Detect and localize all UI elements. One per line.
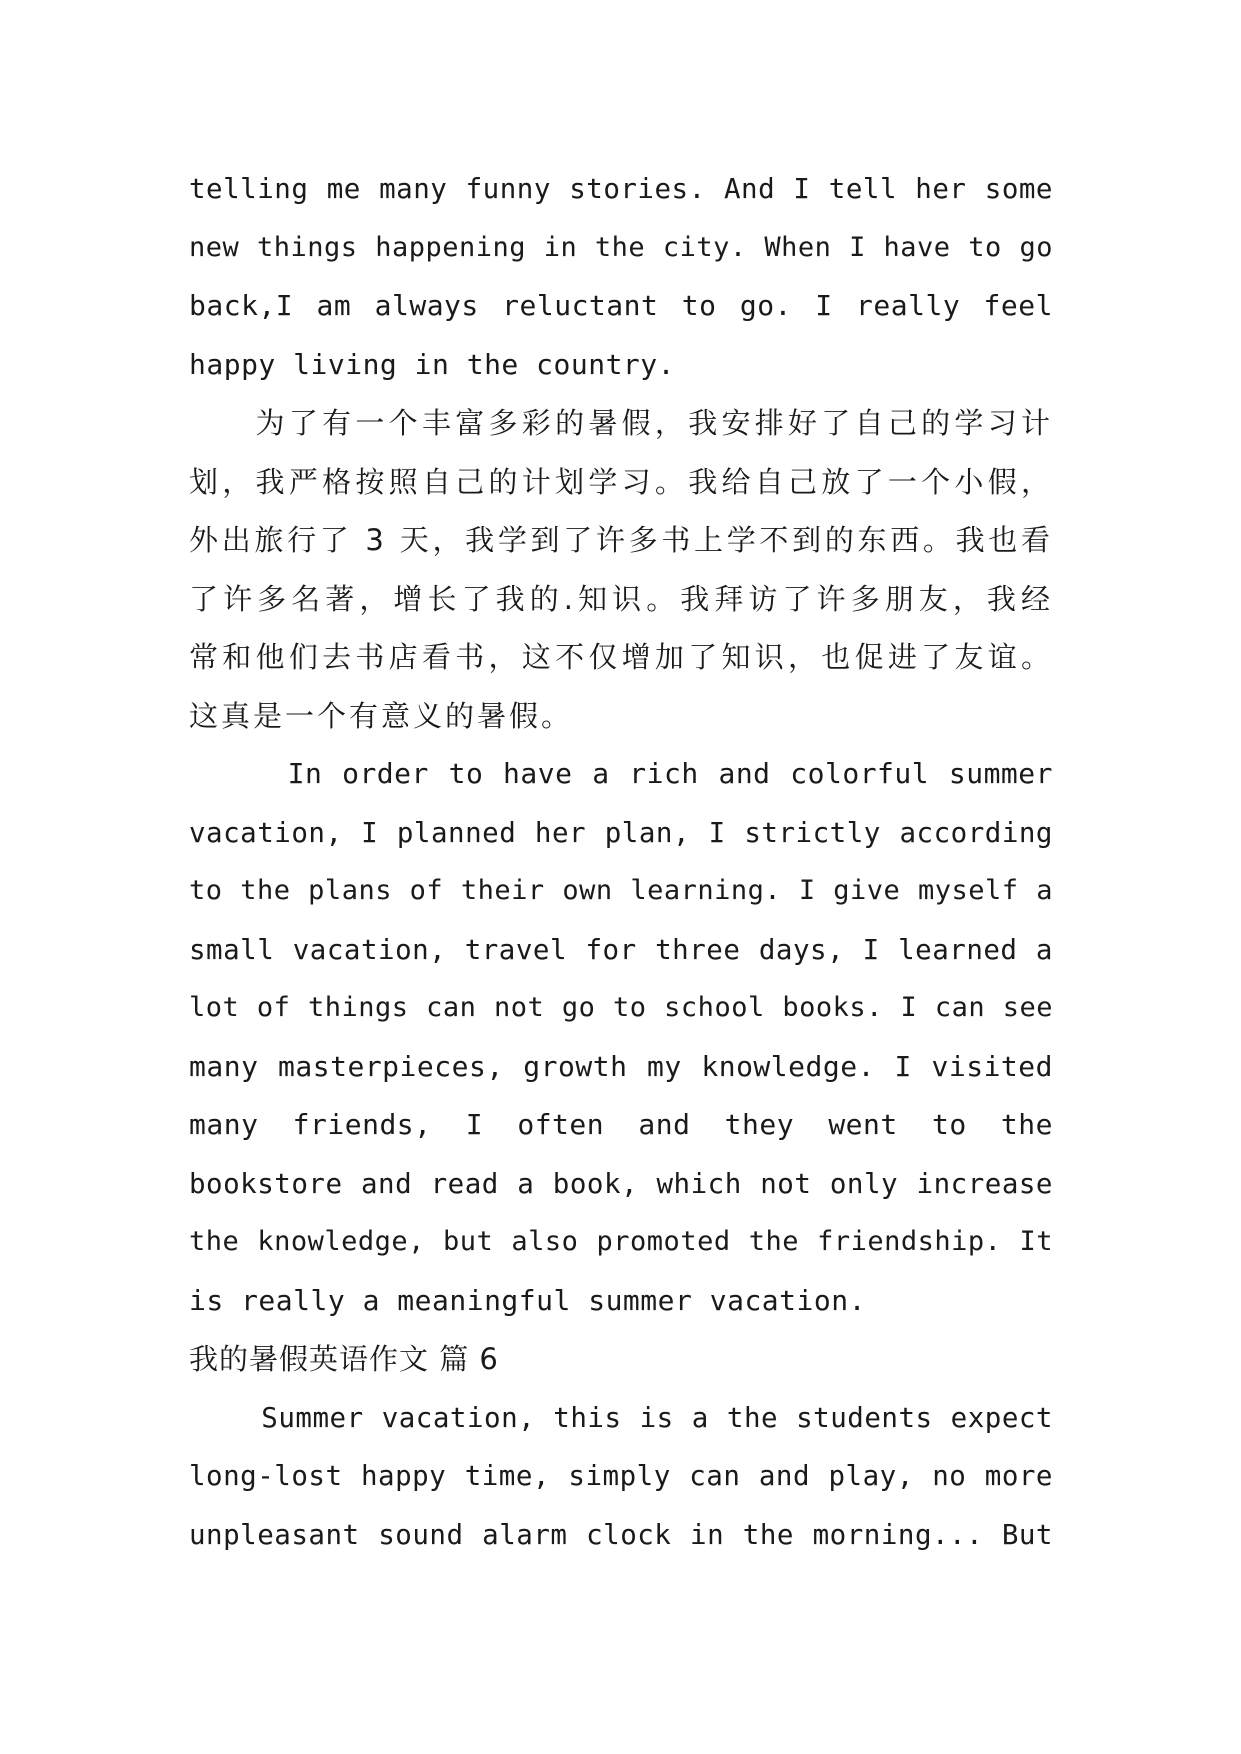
section-heading: 我的暑假英语作文 篇 6	[189, 1342, 499, 1376]
text-line: lot of things can not go to school books. I can see	[189, 992, 1053, 1023]
text-line: Summer vacation, this is a the students expect	[189, 1401, 1053, 1434]
text-line: many friends, I often and they went to the	[189, 1108, 1053, 1141]
text-line: back,I am always reluctant to go. I really feel	[189, 289, 1053, 322]
text-line: many masterpieces, growth my knowledge. I visited	[189, 1049, 1053, 1083]
text-line: new things happening in the city. When I have to go	[189, 231, 1053, 263]
text-line: unpleasant sound alarm clock in the morning... But	[189, 1518, 1053, 1551]
text-line: telling me many funny stories. And I tell her some	[189, 173, 1053, 205]
text-line: to the plans of their own learning. I give myself a	[189, 875, 1053, 906]
text-line: bookstore and read a book, which not only increase	[189, 1167, 1053, 1200]
text-line: is really a meaningful summer vacation.	[189, 1283, 866, 1317]
paragraph-chinese	[189, 394, 1053, 745]
text-line: 常和他们去书店看书，这不仅增加了知识，也促进了友谊。	[189, 640, 1053, 674]
document-page	[189, 160, 1053, 1564]
text-line: vacation, I planned her plan, I strictly according	[189, 816, 1053, 849]
text-line: small vacation, travel for three days, I learned a	[189, 933, 1053, 966]
paragraph-english-3	[189, 1389, 1053, 1565]
paragraph-english-1	[189, 160, 1053, 394]
text-line: the knowledge, but also promoted the friendship. It	[189, 1226, 1053, 1257]
text-line: 为了有一个丰富多彩的暑假，我安排好了自己的学习计	[189, 406, 1053, 440]
text-line: 划，我严格按照自己的计划学习。我给自己放了一个小假，	[189, 464, 1053, 499]
text-line: 了许多名著，增长了我的.知识。我拜访了许多朋友，我经	[189, 581, 1053, 616]
text-line: long-lost happy time, simply can and play, no more	[189, 1460, 1053, 1492]
paragraph-english-2	[189, 745, 1053, 1330]
text-line: happy living in the country.	[189, 347, 676, 381]
text-line: In order to have a rich and colorful summer	[189, 757, 1053, 790]
text-line: 这真是一个有意义的暑假。	[189, 698, 574, 733]
text-line: 外出旅行了 3 天，我学到了许多书上学不到的东西。我也看	[189, 523, 1053, 557]
